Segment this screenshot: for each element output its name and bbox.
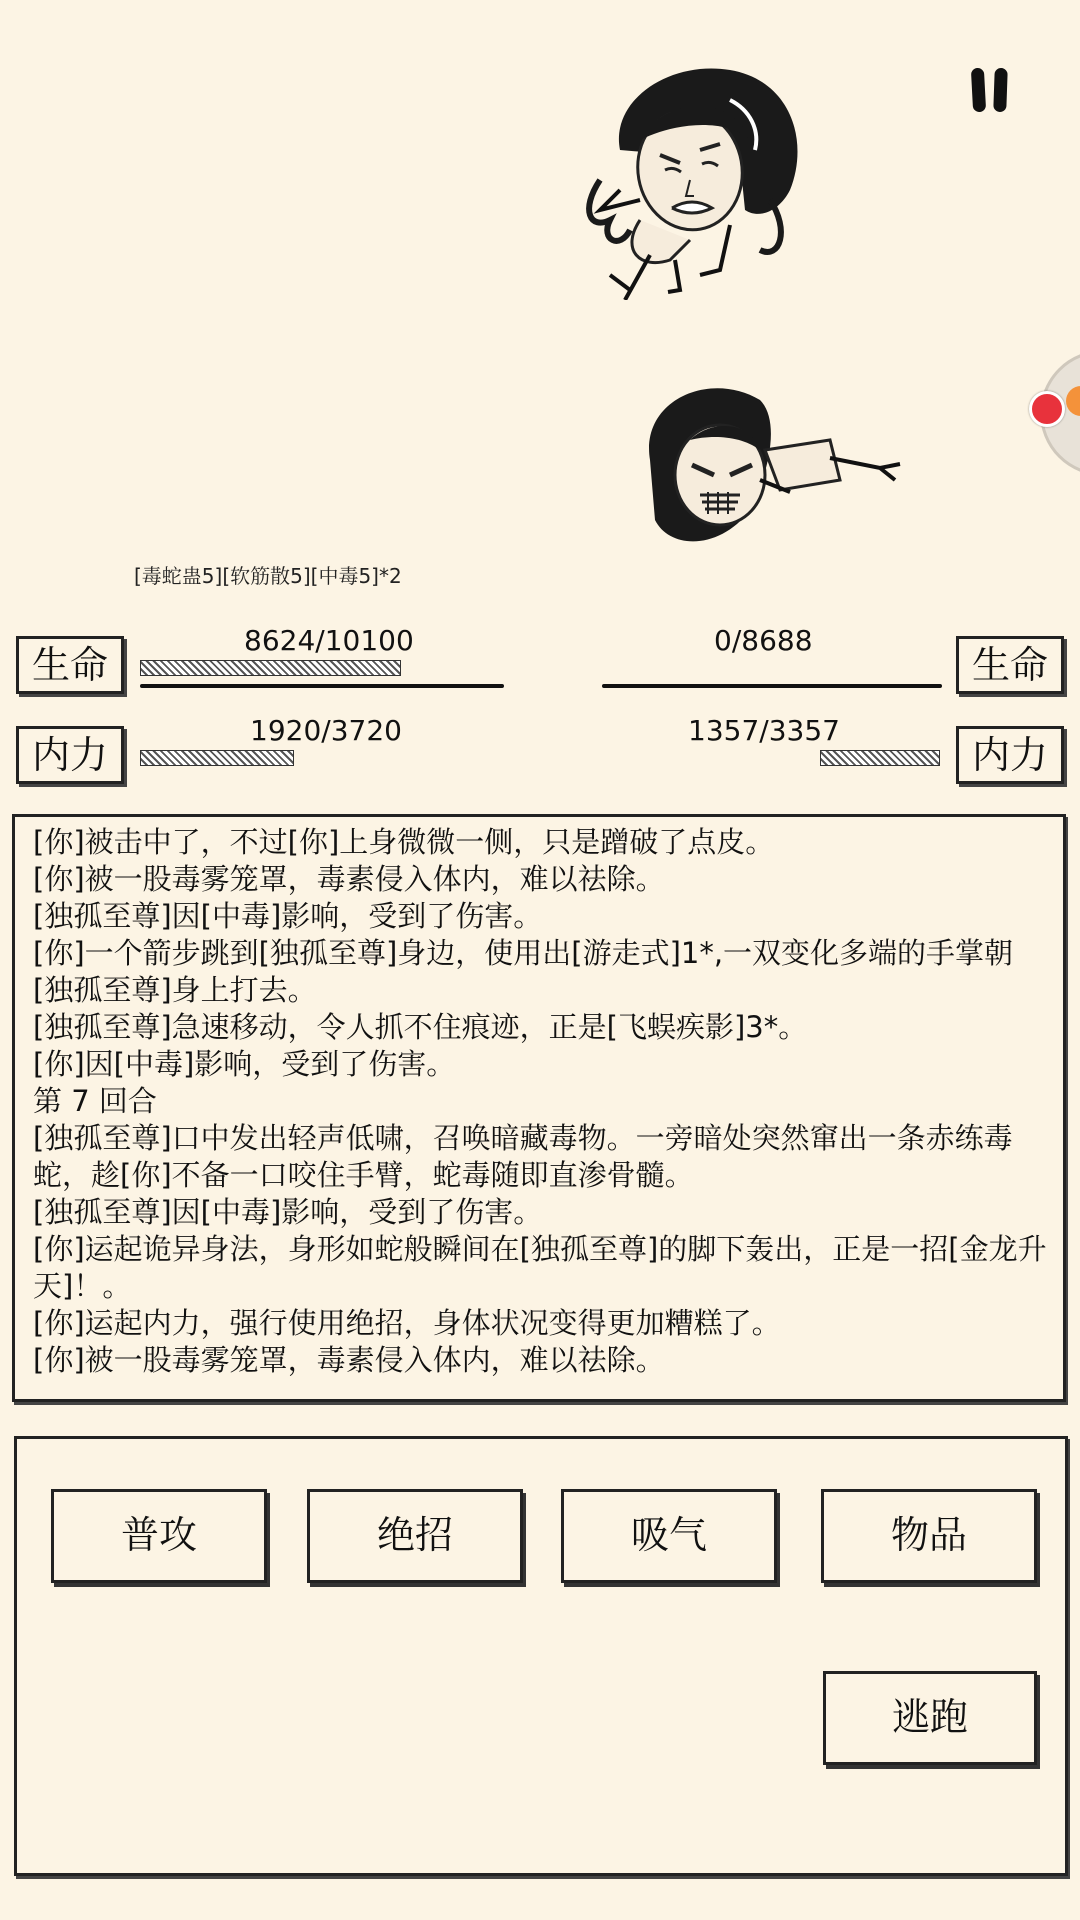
player-hp-label: 生命: [16, 636, 124, 694]
player-hp-value: 8624/10100: [244, 624, 414, 657]
status-effects-text: [毒蛇蛊5][软筋散5][中毒5]*2: [134, 564, 402, 588]
notification-dot: [1029, 391, 1065, 427]
battle-log-panel[interactable]: [12, 814, 1066, 1402]
log-line: [你]被击中了，不过[你]上身微微一侧，只是蹭破了点皮。: [33, 825, 775, 859]
enemy-mp-label: 内力: [956, 726, 1064, 784]
player-mp-value: 1920/3720: [250, 714, 402, 747]
log-line: [独孤至尊]因[中毒]影响，受到了伤害。: [33, 899, 543, 933]
ultimate-button[interactable]: 绝招: [307, 1489, 523, 1583]
battle-log-list: [33, 824, 1049, 1379]
breathe-button[interactable]: 吸气: [561, 1489, 777, 1583]
log-line: [独孤至尊]因[中毒]影响，受到了伤害。: [33, 1195, 543, 1229]
enemy-hp-label: 生命: [956, 636, 1064, 694]
enemy-hp-value: 0/8688: [714, 624, 813, 657]
enemy-hp-track: [602, 684, 942, 688]
log-line: [独孤至尊]急速移动，令人抓不住痕迹，正是[飞蜈疾影]3*。: [33, 1010, 808, 1044]
log-line: [你]被一股毒雾笼罩，毒素侵入体内，难以祛除。: [33, 862, 665, 896]
player-hp-bar: [140, 660, 401, 676]
log-line: [你]运起诡异身法，身形如蛇般瞬间在[独孤至尊]的脚下轰出，正是一招[金龙升天]！。: [33, 1232, 1047, 1303]
round-header: 第 7 回合: [33, 1084, 157, 1118]
enemy-mp-bar: [820, 750, 940, 766]
items-button[interactable]: 物品: [821, 1489, 1037, 1583]
player-mp-label: 内力: [16, 726, 124, 784]
attack-button[interactable]: 普攻: [51, 1489, 267, 1583]
pause-button[interactable]: [966, 64, 1016, 120]
enemy-mp-value: 1357/3357: [688, 714, 840, 747]
log-line: [你]被一股毒雾笼罩，毒素侵入体内，难以祛除。: [33, 1343, 665, 1377]
action-panel: [14, 1436, 1068, 1876]
enemy-portrait: [580, 60, 820, 300]
pause-icon-bar-right: [993, 68, 1008, 112]
log-line: [你]运起内力，强行使用绝招，身体状况变得更加糟糕了。: [33, 1306, 781, 1340]
player-mp-bar: [140, 750, 294, 766]
player-hp-track: [140, 684, 504, 688]
log-line: [你]因[中毒]影响，受到了伤害。: [33, 1047, 456, 1081]
pause-icon-bar-left: [971, 68, 986, 113]
log-line: [独孤至尊]口中发出轻声低啸，召唤暗藏毒物。一旁暗处突然窜出一条赤练毒蛇，趁[你]不备一口咬住手臂，蛇毒随即直渗骨髓。: [33, 1121, 1013, 1192]
player-portrait: [630, 380, 910, 560]
log-line: [你]一个箭步跳到[独孤至尊]身边，使用出[游走式]1*,一双变化多端的手掌朝[独孤至尊]身上打去。: [33, 936, 1014, 1007]
flee-button[interactable]: 逃跑: [823, 1671, 1037, 1765]
